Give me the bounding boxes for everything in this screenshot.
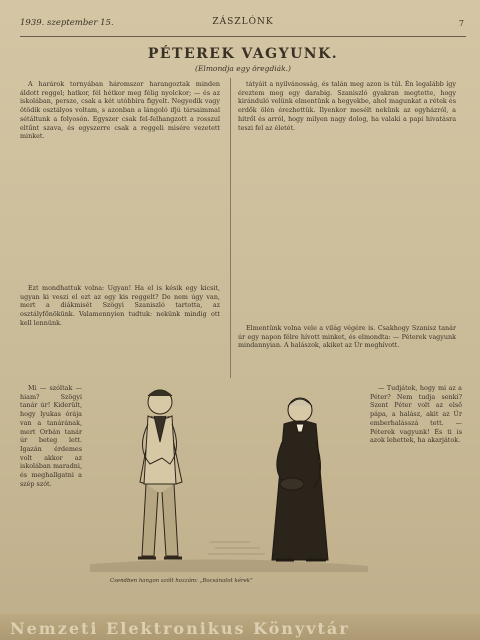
priest-figure [272,398,328,560]
article-narrow-column-left [20,384,82,574]
paragraph: Ezt mondhattuk volna: Ugyan! Ha el is késik egy kicsit, ugyan ki veszi el ezt az egy kis reggelt? De nem úgy van, mert a diákmisét Szögyi Szaniszló tartotta, az osztályfőnökünk. Valamennyien tudtuk: nekünk mindig ott kell lennünk. [20,284,220,327]
paragraph: Mi — szóltak — hiam? Szögyi tanár úr! Kiderült, hogy lyukas órája van a tanárának, mert Orbán tanár úr beteg lett. Igazán érdemes volt akkor az iskolában maradni, és meghallgatni a szép szót. [20,384,82,488]
paragraph: tátyáit a nyilvánosság, és talán meg azon is túl. Én legalább így éreztem meg egy darabig. Szaniszló gyakran megtette, hogy kiránduló velünk elmentünk a hegyekbe, ahol magunkat a rétek és erdők ölén érezhettük. Ilyenkor mesélt nekünk az egyházról, a hitről és arról, hogy milyen nagy dolog, ha valaki a papi hivatásra teszi fel az életét. [238,80,456,132]
illustration-caption: Csendben hangon szólt hozzám: „Bocsánatot kérek” [110,578,253,584]
page-header [20,14,466,37]
column-divider [230,78,231,378]
student-figure [138,390,182,558]
article-column-left-continued [20,284,220,370]
newspaper-name: ZÁSZLÓNK [212,17,274,27]
page-number: 7 [458,19,464,28]
article-column-left [20,80,220,284]
article-title: PÉTEREK VAGYUNK. [147,46,339,62]
footer-strip [0,614,480,640]
issue-date: 1939. szeptember 15. [20,18,114,28]
article-subtitle: (Elmondja egy öregdiák.) [195,64,291,73]
paragraph: A harárok tornyában háromszor harangoztak minden áldott reggel; hatkor, fél hétkor meg félig nyolckor; — és az iskolában, persze, csak a két utóbbira figyelt. Negyedik vagy ötödik osztályos voltam, s azonban a lángoló ifjú társaimmal sétáltunk a folyosón. Egyszer csak fel-felhangzott a rosszul eltűnt szava, és egyszerre csak a reggeli misére vezetett minket. [20,80,220,141]
article-narrow-column-right [370,384,462,574]
footer-watermark: Nemzeti Elektronikus Könyvtár [10,619,350,638]
illustration-student-and-priest [90,372,368,572]
paragraph: — Tudjátok, hogy mi az a Péter? Nem tudja senki? Szent Péter volt az első pápa, a halász, akit az Úr emberhalásszá tett. — Péterek vagyunk! És ti is azok lehettek, ha akarjátok. [370,384,462,445]
paragraph: Elmentünk volna vele a világ végére is. Csakhogy Szanisz tanár úr egy napon félre hívott minket, és elmondta: — Péterek vagyunk mindannyian. A halászok, akiket az Úr meghívott. [238,324,456,350]
article-column-right [238,80,456,324]
